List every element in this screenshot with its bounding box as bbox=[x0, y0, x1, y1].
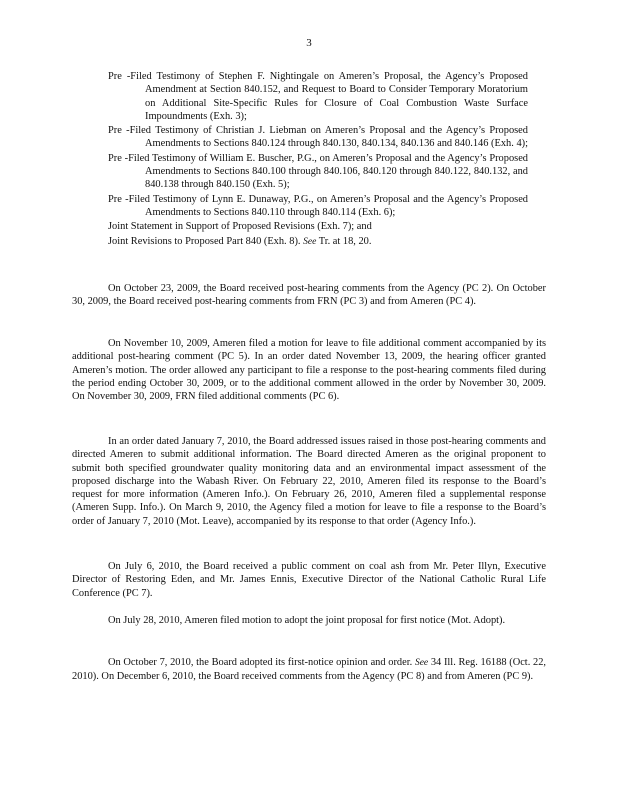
filing-entry: Pre -Filed Testimony of Lynn E. Dunaway, P.G., on Ameren’s Proposal and the Agency’s Proposed Amendments to Sections 840.110 through 840.114 (Exh. 6); bbox=[108, 193, 528, 218]
filing-entry-last bbox=[108, 235, 528, 249]
filing-entry: Pre -Filed Testimony of William E. Buscher, P.G., on Ameren’s Proposal and the Agency’s Proposed Amendments to Sections 840.100 through 840.106, 840.120 through 840.122, 840.132, and 840.138 through 840.150 (Exh. 5); bbox=[108, 152, 528, 191]
page-number: 3 bbox=[306, 37, 312, 49]
filings-list bbox=[108, 70, 528, 250]
register-cite: 34 Ill. Reg. 16188 (Oct. 22, 2010). On December 6, 2010, the Board received comments from the Agency (PC 8) and from Ameren (PC 9). bbox=[72, 657, 546, 683]
paragraph-motion-leave: On November 10, 2009, Ameren filed a motion for leave to file additional comment accompanied by its additional post-hearing comment (PC 5). In an order dated November 13, 2009, the hearing officer granted Ameren’s motion. The order allowed any participant to file a response to the post-hearing comments filed during the period ending October 30, 2009, or to the additional comment allowed in the order by November 30, 2009. On November 30, 2009, FRN filed additional comments (PC 6). bbox=[72, 338, 546, 403]
first-notice-text: On October 7, 2010, the Board adopted its first-notice opinion and order. bbox=[108, 657, 413, 668]
see-signal: See bbox=[414, 658, 429, 668]
filing-entry: Joint Statement in Support of Proposed Revisions (Exh. 7); and bbox=[108, 221, 372, 233]
paragraph-motion-adopt: On July 28, 2010, Ameren filed motion to adopt the joint proposal for first notice (Mot. Adopt). bbox=[108, 615, 506, 626]
paragraph-public-comment: On July 6, 2010, the Board received a public comment on coal ash from Mr. Peter Illyn, Executive Director of Restoring Eden, and Mr. James Ennis, Executive Director of the National Catholic Rural Life Conference (PC 7). bbox=[72, 561, 546, 599]
filing-text: Joint Revisions to Proposed Part 840 (Exh. 8). bbox=[108, 235, 301, 247]
transcript-cite: Tr. at 18, 20. bbox=[318, 235, 372, 247]
filing-entry: Pre -Filed Testimony of Stephen F. Nightingale on Ameren’s Proposal, the Agency’s Proposed Amendment at Section 840.152, and Request to Board to Consider Temporary Moratorium on Additional Site-Specific Rules for Closure of Coal Combustion Waste Surface Impoundments (Exh. 3); bbox=[108, 71, 528, 122]
see-signal: See bbox=[303, 236, 317, 247]
paragraph-post-hearing-comments: On October 23, 2009, the Board received post-hearing comments from the Agency (PC 2). On October 30, 2009, the Board received post-hearing comments from FRN (PC 3) and from Ameren (PC 4). bbox=[72, 283, 546, 308]
paragraph-first-notice bbox=[72, 656, 546, 684]
filing-entry: Pre -Filed Testimony of Christian J. Liebman on Ameren’s Proposal and the Agency’s Proposed Amendments to Sections 840.124 through 840.130, 840.134, 840.136 and 840.146 (Exh. 4); bbox=[108, 125, 528, 150]
paragraph-board-order: In an order dated January 7, 2010, the Board addressed issues raised in those post-hearing comments and directed Ameren to submit additional information. The Board directed Ameren as the original proponent to submit both specified groundwater quality monitoring data and an environmental impact assessment of the proposed discharge into the Wabash River. On February 22, 2010, Ameren filed its response to the Board’s request for more information (Ameren Info.). On February 26, 2010, Ameren filed a supplemental response (Ameren Supp. Info.). On March 9, 2010, the Agency filed a motion for leave to file a response to the Board’s order of January 7, 2010 (Mot. Leave), accompanied by its response to that order (Agency Info.). bbox=[72, 436, 546, 527]
